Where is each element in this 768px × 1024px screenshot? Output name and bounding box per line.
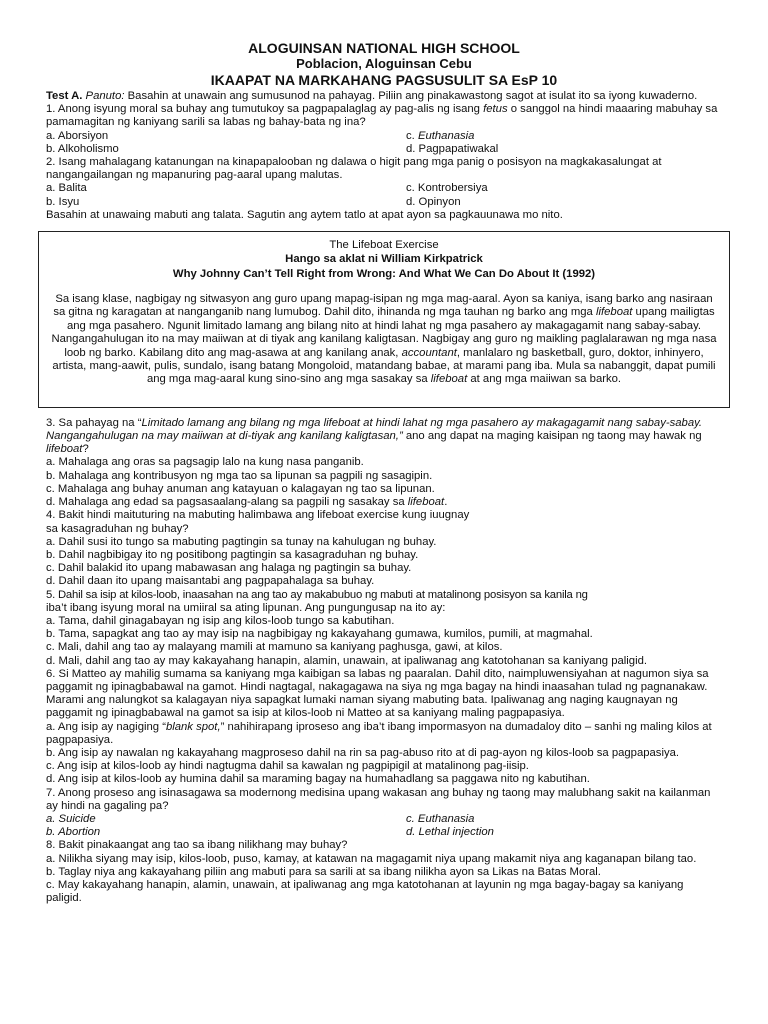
q7-options-row1 <box>46 813 722 826</box>
q5-option-a: a. Tama, dahil ginagabayan ng isip ang kilos-loob tungo sa kabutihan. <box>46 614 395 627</box>
q7-options-row2 <box>46 826 722 839</box>
q6-option-a-term: blank spot, <box>165 720 221 733</box>
question-8: 8. Bakit pinakaangat ang tao sa ibang nilikhang may buhay? <box>46 839 348 852</box>
q1-options-row2 <box>46 143 722 156</box>
question-4-line2: sa kasagraduhan ng buhay? <box>46 522 189 535</box>
q6-option-a <box>46 721 722 747</box>
school-location: Poblacion, Aloguinsan Cebu <box>296 56 472 71</box>
passage-book: Why Johnny Can’t Tell Right from Wrong: And What We Can Do About It (1992) <box>172 268 596 281</box>
q4-option-d: d. Dahil daan ito upang maisantabi ang pagpapahalaga sa buhay. <box>46 575 375 588</box>
q7-option-b <box>46 826 406 839</box>
q6-option-a-text: a. Ang isip ay nagiging “ <box>46 720 166 733</box>
test-label: Test A. <box>46 90 83 102</box>
test-instructions <box>46 90 722 103</box>
q3-mark: ? <box>82 443 89 456</box>
q1-option-c <box>406 130 722 143</box>
q3-option-c: c. Mahalaga ang buhay anuman ang katayuan o kalagayan ng tao sa lipunan. <box>46 482 435 495</box>
q2-options-row2 <box>46 196 722 209</box>
passage-source: Hango sa aklat ni William Kirkpatrick <box>285 253 483 266</box>
exam-title: IKAAPAT NA MARKAHANG PAGSUSULIT SA EsP 10 <box>210 72 558 88</box>
q7-option-d <box>406 826 722 839</box>
q2-option-c: c. Kontrobersiya <box>406 182 488 195</box>
q3-option-d <box>46 496 722 509</box>
q2-option-d: d. Opinyon <box>406 195 461 208</box>
q2-option-b: b. Isyu <box>46 195 80 208</box>
q1-option-b: b. Alkoholismo <box>46 142 119 155</box>
exam-body <box>46 90 722 905</box>
q2-option-a: a. Balita <box>46 182 87 195</box>
q8-option-b: b. Taglay niya ang kakayahang piliin ang mabuti para sa sarili at sa ibang nilikha ayon sa Likas na Batas Moral. <box>46 865 601 878</box>
q6-option-b: b. Ang isip ay nawalan ng kakayahang magproseso dahil na rin sa pag-abuso rito at di pag-ayon ng kilos-loob sa pagpapasiya. <box>46 746 680 759</box>
q6-option-a-end: ” nahihirapang iproseso ang iba’t ibang impormasyon na dumadaloy dito – sanhi ng maling kilos at pagpapasiya. <box>46 720 712 746</box>
q7-option-c <box>406 813 722 826</box>
q3-text-end: ano ang dapat na maging kaisipan ng taong may hawak ng <box>402 430 702 443</box>
q5-option-b: b. Tama, sapagkat ang tao ay may isip na nagbibigay ng kakayahang gumawa, kumilos, pumili, at magmahal. <box>46 628 593 641</box>
q1-option-c-letter: c. <box>406 129 418 142</box>
q1-option-c-text: Euthanasia <box>417 129 475 142</box>
passage-term-3: lifeboat <box>430 373 468 386</box>
question-1 <box>46 103 722 129</box>
q4-option-c: c. Dahil balakid ito upang mabawasan ang halaga ng pagtingin sa buhay. <box>46 562 412 575</box>
school-name: ALOGUINSAN NATIONAL HIGH SCHOOL <box>248 40 520 56</box>
panuto-text: Basahin at unawain ang sumusunod na pahayag. Piliin ang pinakawastong sagot at isulat ito sa iyong kuwaderno. <box>124 90 698 102</box>
q5-option-c: c. Mali, dahil ang tao ay malayang mamili at mamuno sa kaniyang paghusga, gawi, at kilos. <box>46 641 503 654</box>
passage-text-4: at ang mga maiiwan sa barko. <box>467 373 622 386</box>
question-7: 7. Anong proseso ang isinasagawa sa modernong medisina upang wakasan ang buhay ng taong may malubhang sakit na kailanman ay hindi na gagaling pa? <box>46 786 711 812</box>
q7-option-d-text: d. Lethal injection <box>406 826 494 839</box>
q3-option-d-term: lifeboat <box>407 496 445 509</box>
q5-option-d: d. Mali, dahil ang tao ay may kakayahang hanapin, alamin, unawain, at ipaliwanag ang katotohanan sa kaniyang paligid. <box>46 654 648 667</box>
question-6: 6. Si Matteo ay mahilig sumama sa kaniyang mga kaibigan sa labas ng paaralan. Dahil dito, naimpluwensiyahan at nagumon siya sa paggamit ng ipinagbabawal na gamot. Hindi nagtagal, nakagagawa na siya ng mga bagay na hindi inaasahan tulad ng pagnanakaw. Marami ang nalungkot sa kalagayan niya sapagkat lumaki naman siyang mabuting bata. Ipaliwanag ang naging kaugnayan ng paggamit ng ipinagbabawal na gamot sa isip at kilos-loob ni Matteo at sa kaniyang maling pagpapasiya. <box>46 667 709 720</box>
q3-quote: Limitado lamang ang bilang ng mga lifeboat at hindi lahat ng mga pasahero ay makagagamit nang sabay-sabay. Nangangahulugan na may maiiwan at di-tiyak ang kanilang kaligtasan,” <box>46 416 703 443</box>
q3-option-d-text: d. Mahalaga ang edad sa pagsasaalang-alang sa pagpili ng sasakay sa <box>46 496 408 509</box>
question-3 <box>46 417 722 457</box>
question-2: 2. Isang mahalagang katanungan na kinapapalooban ng dalawa o higit pang mga panig o posisyon na magkakasalungat at nangangailangan ng mapanuring pag-aaral upang malutas. <box>46 156 662 182</box>
q7-option-a <box>46 813 406 826</box>
passage-text-2: upang mailigtas ang mga pasahero. Ngunit limitado lamang ang bilang nito at hindi lahat ng mga pasahero ay makagagamit nang sabay-sabay. Nangangahulugan ito na may maiiwan at di tiyak ang kanilang kaligtasan. Nagbigay ang guro ng maikling paglalarawan ng mga nasa loob ng barko. Kabilang dito ang mag-asawa at ang kanilang anak, <box>51 306 717 359</box>
passage-text-3: , manlalaro ng basketball, guro, doktor, inhinyero, artista, mang-aawit, pulis, sundalo, isang batang Mongoloid, matandang babae, at marami pang iba. Mula sa nabanggit, dapat pumili ang mga mag-aaral kung sino-sino ang mga sasakay sa <box>52 346 716 386</box>
q8-option-c: c. May kakayahang hanapin, alamin, unawain, at ipaliwanag ang mga katotohanan at layunin ng mga bagay-bagay sa kaniyang paligid. <box>46 878 684 905</box>
q1-option-a: a. Aborsiyon <box>46 129 109 142</box>
q1-options-row1 <box>46 130 722 143</box>
q8-option-a: a. Nilikha siyang may isip, kilos-loob, puso, kamay, at katawan na magagamit niya upang makamit niya ang kaganapan bilang tao. <box>46 852 697 865</box>
passage-box <box>38 231 730 408</box>
q1-text-end: o sanggol na hindi maaaring mabuhay sa pamamagitan ng kaniyang sarili sa labas ng bahay-bata ng ina? <box>46 103 718 129</box>
reading-instruction: Basahin at unawaing mabuti ang talata. Sagutin ang aytem tatlo at apat ayon sa pagkauunawa mo nito. <box>46 208 563 221</box>
passage-term-2: accountant <box>401 346 457 359</box>
q7-option-c-text: c. Euthanasia <box>406 812 475 825</box>
question-5-line1: 5. Dahil sa isip at kilos-loob, inaasahan na ang tao ay makabubuo ng mabuti at matalinong posisyon sa kanila ng <box>46 588 588 601</box>
q2-options-row1 <box>46 182 722 195</box>
q7-option-a-text: a. Suicide <box>46 812 96 825</box>
q3-option-b: b. Mahalaga ang kontribusyon ng mga tao sa lipunan sa pagpili ng sasagipin. <box>46 469 433 482</box>
question-4-line1: 4. Bakit hindi maituturing na mabuting halimbawa ang lifeboat exercise kung iuugnay <box>46 509 470 522</box>
q6-option-d: d. Ang isip at kilos-loob ay humina dahil sa maraming bagay na humahadlang sa paggawa nito ng kabutihan. <box>46 773 590 786</box>
passage-text-1: Sa isang klase, nagbigay ng sitwasyon ang guro upang mapag-isipan ng mga mag-aaral. Ayon sa kaniya, isang barko ang nasiraan sa gitna ng karagatan at nanganganib nang lumubog. Dahil dito, ihinanda ng mga tauhan ng barko ang mga <box>53 293 713 319</box>
q3-term: lifeboat <box>46 443 83 456</box>
q3-text: 3. Sa pahayag na “ <box>46 416 142 429</box>
header <box>46 40 722 88</box>
panuto-label: Panuto: <box>85 90 125 102</box>
q3-option-a: a. Mahalaga ang oras sa pagsagip lalo na kung nasa panganib. <box>46 456 364 469</box>
q1-option-d: d. Pagpapatiwakal <box>406 142 499 155</box>
passage-text <box>51 293 717 387</box>
q4-option-b: b. Dahil nagbibigay ito ng positibong pagtingin sa kasagraduhan ng buhay. <box>46 548 419 561</box>
q3-option-d-end: . <box>444 496 448 509</box>
q6-option-c: c. Ang isip at kilos-loob ay hindi nagtugma dahil sa kawalan ng pagpipigil at matalinong pag-iisip. <box>46 760 529 773</box>
passage-term-1: lifeboat <box>595 306 633 319</box>
question-5-line2: iba’t ibang isyung moral na umiiral sa ating lipunan. Ang pungungusap na ito ay: <box>46 601 446 614</box>
q1-text: 1. Anong isyung moral sa buhay ang tumutukoy sa pagpapalaglag ay pag-alis ng isang <box>46 103 484 116</box>
q4-option-a: a. Dahil susi ito tungo sa mabuting pagtingin sa tunay na kahulugan ng buhay. <box>46 535 437 548</box>
q7-option-b-text: b. Abortion <box>46 826 101 839</box>
passage-title: The Lifeboat Exercise <box>329 239 439 252</box>
q1-term: fetus <box>483 103 508 116</box>
